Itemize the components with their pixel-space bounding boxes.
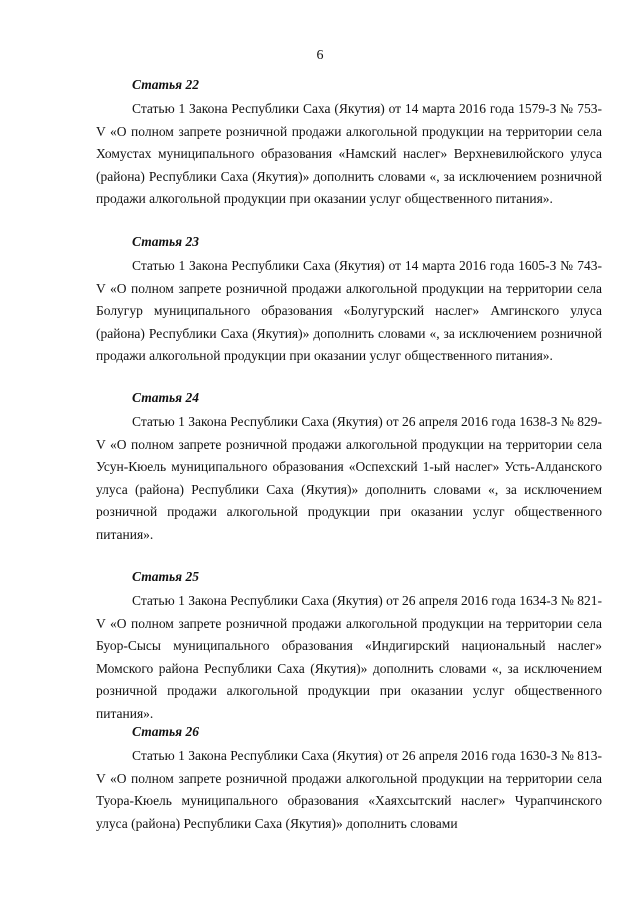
article-text: Статью 1 Закона Республики Саха (Якутия) от 14 марта 2016 года 1579-З № 753-V «О полном запрете розничной продажи алкогольной продукции на территории села Хомустах муниципального образования «Намский наслег» Верхневилюйского улуса (района) Республики Саха (Якутия)» дополнить словами «, за исключением розничной продажи алкогольной продукции при оказании услуг общественного питания». bbox=[96, 101, 602, 207]
article-25 bbox=[96, 567, 602, 726]
article-text: Статью 1 Закона Республики Саха (Якутия) от 26 апреля 2016 года 1638-З № 829-V «О полном запрете розничной продажи алкогольной продукции на территории села Усун-Кюель муниципального образования «Оспехский 1-ый наслег» Усть-Алданского улуса (района) Республики Саха (Якутия)» дополнить словами «, за исключением розничной продажи алкогольной продукции при оказании услуг общественного питания». bbox=[96, 414, 602, 542]
article-title: Статья 24 bbox=[132, 390, 199, 405]
article-26 bbox=[96, 722, 602, 835]
article-title: Статья 26 bbox=[132, 724, 199, 739]
article-title: Статья 23 bbox=[132, 234, 199, 249]
article-text: Статью 1 Закона Республики Саха (Якутия) от 14 марта 2016 года 1605-З № 743-V «О полном запрете розничной продажи алкогольной продукции на территории села Болугур муниципального образования «Болугурский наслег» Амгинского улуса (района) Республики Саха (Якутия)» дополнить словами «, за исключением розничной продажи алкогольной продукции при оказании услуг общественного питания». bbox=[96, 258, 602, 364]
article-title: Статья 25 bbox=[132, 569, 199, 584]
page-number: 6 bbox=[316, 48, 324, 63]
article-title: Статья 22 bbox=[132, 77, 199, 92]
article-text: Статью 1 Закона Республики Саха (Якутия) от 26 апреля 2016 года 1634-З № 821-V «О полном запрете розничной продажи алкогольной продукции на территории села Буор-Сысы муниципального образования «Индигирский национальный наслег» Момского района Республики Саха (Якутия)» дополнить словами «, за исключением розничной продажи алкогольной продукции при оказании услуг общественного питания». bbox=[96, 593, 602, 721]
article-22 bbox=[96, 75, 602, 211]
article-24 bbox=[96, 388, 602, 547]
article-text: Статью 1 Закона Республики Саха (Якутия) от 26 апреля 2016 года 1630-З № 813-V «О полном запрете розничной продажи алкогольной продукции на территории села Туора-Кюель муниципального образования «Хаяхсытский наслег» Чурапчинского улуса (района) Республики Саха (Якутия)» дополнить словами bbox=[96, 748, 602, 831]
article-23 bbox=[96, 232, 602, 368]
